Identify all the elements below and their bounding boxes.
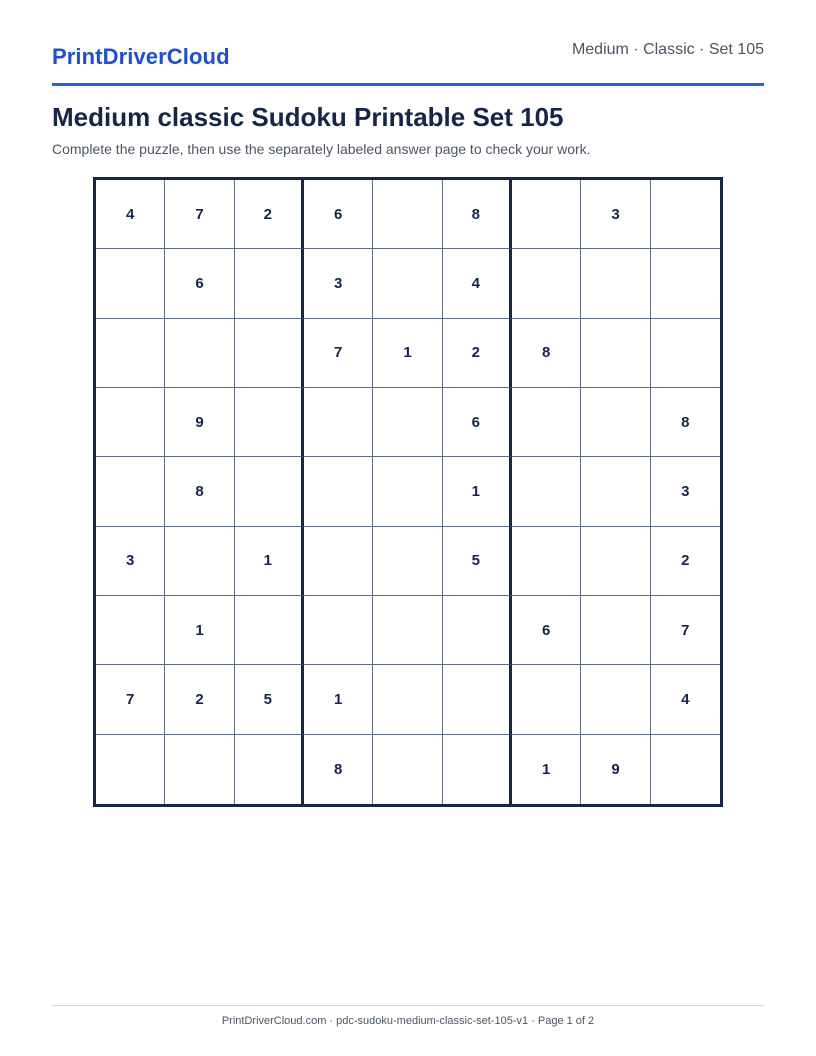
sudoku-cell-r7-c6 <box>443 596 512 665</box>
sudoku-cell-r4-c1 <box>96 388 165 457</box>
sudoku-cell-r1-c5 <box>373 180 442 249</box>
sudoku-cell-r6-c1: 3 <box>96 527 165 596</box>
sudoku-cell-r7-c7: 6 <box>512 596 581 665</box>
sudoku-cell-r8-c9: 4 <box>651 665 720 734</box>
sudoku-cell-r6-c6: 5 <box>443 527 512 596</box>
sudoku-cell-r7-c2: 1 <box>165 596 234 665</box>
sudoku-cell-r1-c6: 8 <box>443 180 512 249</box>
sudoku-cell-r3-c3 <box>235 319 304 388</box>
footer-divider <box>52 1005 764 1006</box>
sudoku-cell-r6-c4 <box>304 527 373 596</box>
sudoku-cell-r7-c4 <box>304 596 373 665</box>
sudoku-cell-r3-c4: 7 <box>304 319 373 388</box>
sudoku-cell-r3-c2 <box>165 319 234 388</box>
sudoku-cell-r2-c9 <box>651 249 720 318</box>
sudoku-cell-r6-c3: 1 <box>235 527 304 596</box>
sudoku-cell-r2-c6: 4 <box>443 249 512 318</box>
sudoku-cell-r2-c3 <box>235 249 304 318</box>
sudoku-cell-r9-c5 <box>373 735 442 804</box>
sudoku-cell-r6-c2 <box>165 527 234 596</box>
sudoku-cell-r8-c7 <box>512 665 581 734</box>
sudoku-cell-r2-c2: 6 <box>165 249 234 318</box>
sudoku-cell-r9-c6 <box>443 735 512 804</box>
sudoku-cell-r2-c5 <box>373 249 442 318</box>
sudoku-cell-r5-c4 <box>304 457 373 526</box>
sudoku-cell-r8-c6 <box>443 665 512 734</box>
sudoku-cell-r9-c3 <box>235 735 304 804</box>
sudoku-cell-r5-c1 <box>96 457 165 526</box>
sudoku-cell-r8-c1: 7 <box>96 665 165 734</box>
sudoku-cell-r4-c3 <box>235 388 304 457</box>
puzzle-meta: Medium · Classic · Set 105 <box>571 41 764 58</box>
sudoku-cell-r9-c9 <box>651 735 720 804</box>
page-title: Medium classic Sudoku Printable Set 105 <box>52 102 564 132</box>
sudoku-cell-r4-c6: 6 <box>443 388 512 457</box>
sudoku-cell-r5-c5 <box>373 457 442 526</box>
sudoku-cell-r4-c7 <box>512 388 581 457</box>
sudoku-grid <box>93 177 723 807</box>
sudoku-cell-r4-c4 <box>304 388 373 457</box>
sudoku-cell-r7-c5 <box>373 596 442 665</box>
sudoku-cell-r2-c4: 3 <box>304 249 373 318</box>
sudoku-cell-r5-c6: 1 <box>443 457 512 526</box>
sudoku-cell-r3-c8 <box>581 319 650 388</box>
sudoku-cell-r6-c8 <box>581 527 650 596</box>
sudoku-cell-r6-c5 <box>373 527 442 596</box>
sudoku-cell-r7-c1 <box>96 596 165 665</box>
sudoku-cell-r1-c1: 4 <box>96 180 165 249</box>
sudoku-cell-r3-c9 <box>651 319 720 388</box>
sudoku-cell-r1-c9 <box>651 180 720 249</box>
sudoku-cell-r8-c8 <box>581 665 650 734</box>
sudoku-cell-r3-c5: 1 <box>373 319 442 388</box>
page-subtitle: Complete the puzzle, then use the separately labeled answer page to check your work. <box>52 141 591 157</box>
sudoku-cell-r1-c4: 6 <box>304 180 373 249</box>
sudoku-cell-r5-c3 <box>235 457 304 526</box>
sudoku-cell-r1-c3: 2 <box>235 180 304 249</box>
sudoku-cell-r1-c7 <box>512 180 581 249</box>
sudoku-cell-r4-c2: 9 <box>165 388 234 457</box>
sudoku-cell-r1-c8: 3 <box>581 180 650 249</box>
sudoku-cell-r7-c8 <box>581 596 650 665</box>
sudoku-cell-r9-c7: 1 <box>512 735 581 804</box>
sudoku-cell-r3-c1 <box>96 319 165 388</box>
sudoku-cell-r6-c9: 2 <box>651 527 720 596</box>
sudoku-cell-r2-c8 <box>581 249 650 318</box>
sudoku-cell-r8-c2: 2 <box>165 665 234 734</box>
sudoku-cell-r9-c1 <box>96 735 165 804</box>
sudoku-cell-r9-c4: 8 <box>304 735 373 804</box>
sudoku-cell-r7-c3 <box>235 596 304 665</box>
page-footer: PrintDriverCloud.com · pdc-sudoku-medium-classic-set-105-v1 · Page 1 of 2 <box>221 1015 595 1027</box>
sudoku-cell-r5-c2: 8 <box>165 457 234 526</box>
sudoku-cell-r5-c7 <box>512 457 581 526</box>
sudoku-cell-r2-c7 <box>512 249 581 318</box>
sudoku-cell-r5-c8 <box>581 457 650 526</box>
sudoku-cell-r4-c8 <box>581 388 650 457</box>
sudoku-cell-r9-c8: 9 <box>581 735 650 804</box>
sudoku-cell-r3-c7: 8 <box>512 319 581 388</box>
sudoku-cell-r3-c6: 2 <box>443 319 512 388</box>
sudoku-cell-r4-c5 <box>373 388 442 457</box>
sudoku-cell-r5-c9: 3 <box>651 457 720 526</box>
sudoku-cell-r4-c9: 8 <box>651 388 720 457</box>
brand-logo: PrintDriverCloud <box>52 44 230 69</box>
sudoku-cell-r8-c5 <box>373 665 442 734</box>
sudoku-cell-r7-c9: 7 <box>651 596 720 665</box>
sudoku-cell-r6-c7 <box>512 527 581 596</box>
sudoku-cell-r1-c2: 7 <box>165 180 234 249</box>
sudoku-cell-r8-c4: 1 <box>304 665 373 734</box>
header-divider <box>52 83 764 86</box>
sudoku-cell-r2-c1 <box>96 249 165 318</box>
sudoku-cell-r8-c3: 5 <box>235 665 304 734</box>
sudoku-cell-r9-c2 <box>165 735 234 804</box>
